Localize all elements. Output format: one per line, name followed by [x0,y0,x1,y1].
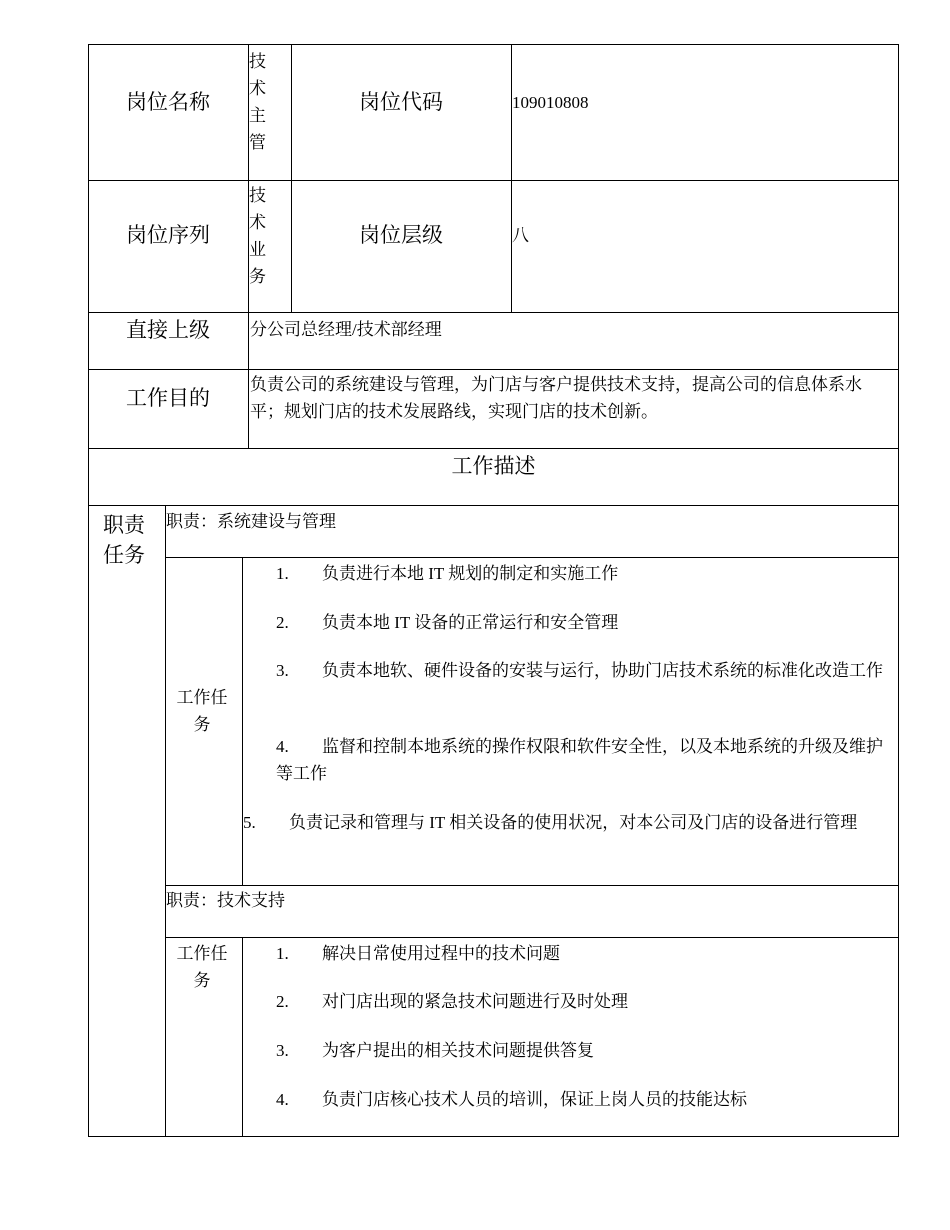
group-1-task-1 [276,560,618,587]
task-text: 监督和控制本地系统的操作权限和软件安全性，以及本地系统的升级及维护等工作 [276,737,883,783]
purpose-value: 负责公司的系统建设与管理，为门店与客户提供技术支持，提高公司的信息体系水平；规划门店的技术发展路线，实现门店的技术创新。 [250,375,862,421]
row-divider [165,557,899,558]
task-text: 负责进行本地 IT 规划的制定和实施工作 [322,564,619,583]
row-divider [165,885,899,886]
group-2-task-2 [276,988,628,1015]
supervisor-value: 分公司总经理/技术部经理 [250,320,442,339]
group-2-task-4 [276,1086,747,1113]
task-text: 负责记录和管理与 IT 相关设备的使用状况，对本公司及门店的设备进行管理 [289,813,858,832]
table-border-left [88,44,89,1137]
row-divider [88,505,899,506]
table-border-bottom [88,1136,899,1137]
group-1-heading: 职责：系统建设与管理 [166,512,336,531]
group-1-task-2 [276,609,618,636]
post-name-value: 技术主管 [249,52,266,152]
task-text: 负责本地软、硬件设备的安装与运行，协助门店技术系统的标准化改造工作 [322,661,883,680]
post-code-label: 岗位代码 [359,90,443,114]
group-2-task-label: 工作任务 [176,944,228,990]
task-text: 负责本地 IT 设备的正常运行和安全管理 [322,613,619,632]
task-number: 4. [276,737,289,756]
task-number: 1. [276,944,289,963]
task-number: 1. [276,564,289,583]
group-2-task-3 [276,1037,594,1064]
group-1-task-4 [276,733,888,787]
row-divider [88,369,899,370]
task-number: 4. [276,1090,289,1109]
purpose-label: 工作目的 [126,386,210,410]
task-text: 对门店出现的紧急技术问题进行及时处理 [322,992,628,1011]
row-divider [88,448,899,449]
task-text: 解决日常使用过程中的技术问题 [322,944,560,963]
task-number: 2. [276,992,289,1011]
supervisor-label: 直接上级 [126,318,210,342]
table-border-top [88,44,899,45]
col-divider [511,44,512,313]
post-level-label: 岗位层级 [359,223,443,247]
group-1-task-5 [243,809,891,836]
table-border-right [898,44,899,1137]
task-text: 负责门店核心技术人员的培训，保证上岗人员的技能达标 [322,1090,747,1109]
post-code-value: 109010808 [512,93,589,112]
col-divider [242,937,243,1137]
task-number: 3. [276,1041,289,1060]
task-text: 为客户提出的相关技术问题提供答复 [322,1041,594,1060]
group-1-task-label: 工作任务 [176,688,228,734]
task-number: 5. [243,813,256,832]
col-divider [165,505,166,1137]
post-series-value: 技术业务 [249,186,266,286]
post-name-label: 岗位名称 [126,90,210,114]
group-1-task-3 [276,657,888,684]
description-title: 工作描述 [451,454,536,478]
task-number: 3. [276,661,289,680]
responsibility-side-label: 职责任务 [103,513,145,567]
task-number: 2. [276,613,289,632]
group-2-heading: 职责：技术支持 [166,891,285,910]
post-series-label: 岗位序列 [126,223,210,247]
row-divider [88,312,899,313]
col-divider [291,44,292,313]
row-divider [88,180,899,181]
group-2-task-1 [276,940,560,967]
col-divider [242,557,243,886]
row-divider [165,937,899,938]
post-level-value: 八 [512,226,529,245]
